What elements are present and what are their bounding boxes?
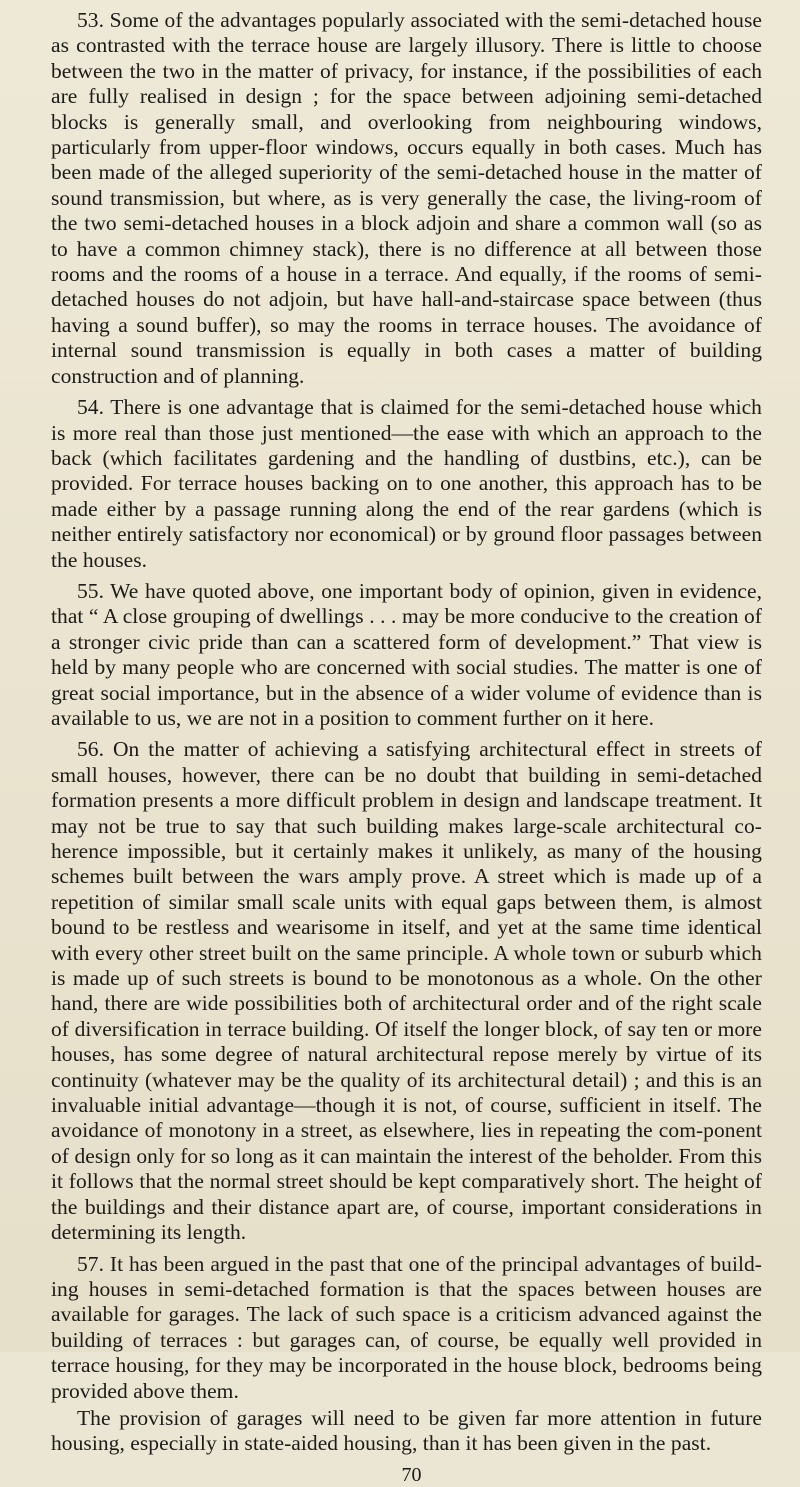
- paragraph-57: 57. It has been argued in the past that one of the principal advantages of build-ing houses in semi-detached formation is that the spaces between houses are available for garages. The lack of such space is a criticism advanced against the building of terraces : but garages can, of course, be equally well provided in terrace housing, for they may be incorporated in the house block, bedrooms being provided above them.: [51, 1251, 762, 1403]
- paragraph-56: 56. On the matter of achieving a satisfying architectural effect in streets of small houses, however, there can be no doubt that building in semi-detached formation presents a more difficult problem in design and landscape treatment. It may not be true to say that such building makes large-scale architectural co-herence impossible, but it certainly makes it unlikely, as many of the housing schemes built between the wars amply prove. A street which is made up of a repetition of similar small scale units with equal gaps between them, is almost bound to be restless and wearisome in itself, and yet at the same time identical with every other street built on the same principle. A whole town or suburb which is made up of such streets is bound to be monotonous as a whole. On the other hand, there are wide possibilities both of architectural order and of the right scale of diversification in terrace building. Of itself the longer block, of say ten or more houses, has some degree of natural architectural repose merely by virtue of its continuity (whatever may be the quality of its architectural detail) ; and this is an invaluable initial advantage—though it is not, of course, sufficient in itself. The avoidance of monotony in a street, as elsewhere, lies in repeating the com-ponent of design only for so long as it can maintain the interest of the beholder. From this it follows that the normal street should be kept comparatively short. The height of the buildings and their distance apart are, of course, important considerations in determining its length.: [51, 737, 762, 1245]
- page-number: 70: [401, 1463, 422, 1486]
- paragraph-garages-provision: The provision of garages will need to be given far more attention in future housing, especially in state-aided housing, than it has been given in the past.: [51, 1405, 762, 1456]
- paragraph-54: 54. There is one advantage that is claimed for the semi-detached house which is more real than those just mentioned—the ease with which an approach to the back (which facilitates gardening and the handling of dustbins, etc.), can be provided. For terrace houses backing on to one another, this approach has to be made either by a passage running along the end of the rear gardens (which is neither entirely satisfactory nor economical) or by ground floor passages between the houses.: [51, 395, 762, 572]
- paragraph-55: 55. We have quoted above, one important body of opinion, given in evidence, that “ A close grouping of dwellings . . . may be more conducive to the creation of a stronger civic pride than can a scattered form of development.” That view is held by many people who are concerned with social studies. The matter is one of great social importance, but in the absence of a wider volume of evidence than is available to us, we are not in a position to comment further on it here.: [51, 578, 762, 730]
- paragraph-53: 53. Some of the advantages popularly associated with the semi-detached house as contrasted with the terrace house are largely illusory. There is little to choose between the two in the matter of privacy, for instance, if the possibilities of each are fully realised in design ; for the space between adjoining semi-detached blocks is generally small, and overlooking from neighbouring windows, particularly from upper-floor windows, occurs equally in both cases. Much has been made of the alleged superiority of the semi-detached house in the matter of sound transmission, but where, as is very generally the case, the living-room of the two semi-detached houses in a block adjoin and share a common wall (so as to have a common chimney stack), there is no difference at all between those rooms and the rooms of a house in a terrace. And equally, if the rooms of semi-detached houses do not adjoin, but have hall-and-staircase space between (thus having a sound buffer), so may the rooms in terrace houses. The avoidance of internal sound transmission is equally in both cases a matter of building construction and of planning.: [51, 8, 762, 388]
